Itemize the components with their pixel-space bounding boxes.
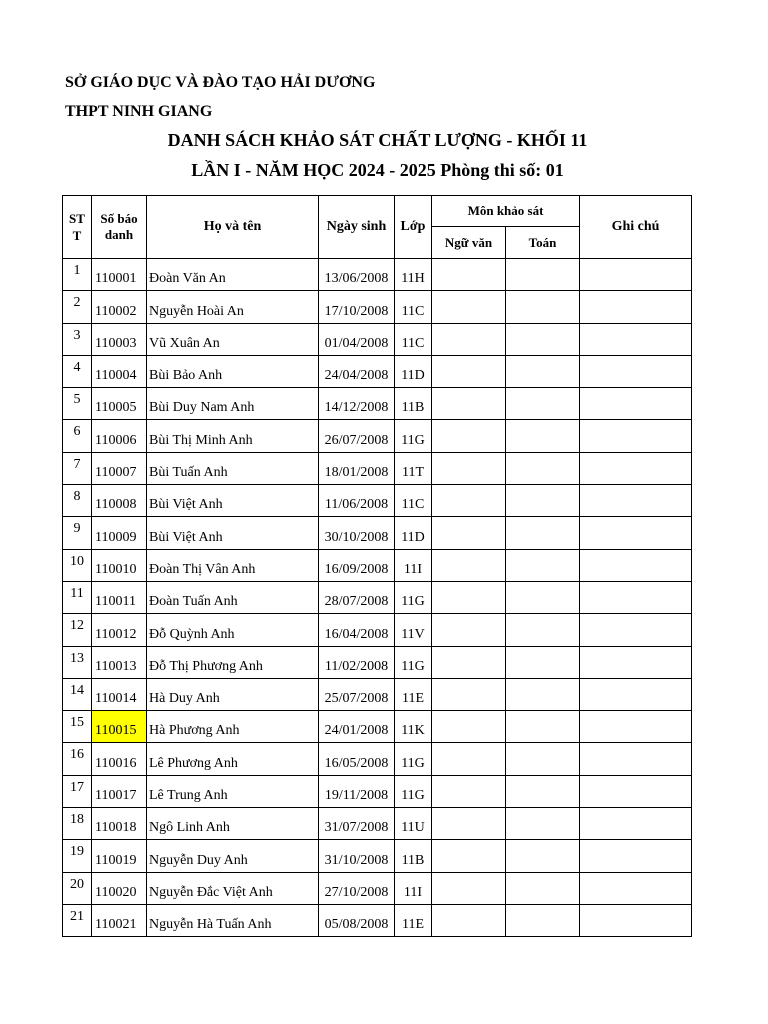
row-student-name: Đoàn Tuấn Anh (147, 581, 319, 613)
row-student-name: Đoàn Văn An (147, 259, 319, 291)
row-stt: 14 (63, 678, 92, 710)
row-note (580, 711, 692, 743)
row-stt: 1 (63, 259, 92, 291)
row-score-literature (432, 581, 506, 613)
row-student-name: Lê Trung Anh (147, 775, 319, 807)
row-birthdate: 16/05/2008 (319, 743, 395, 775)
row-score-math (506, 388, 580, 420)
row-score-math (506, 259, 580, 291)
row-stt: 3 (63, 323, 92, 355)
row-class: 11U (395, 808, 432, 840)
row-student-name: Lê Phương Anh (147, 743, 319, 775)
row-score-literature (432, 485, 506, 517)
table-row (63, 420, 692, 452)
row-exam-number: 110021 (92, 904, 147, 936)
row-exam-number: 110016 (92, 743, 147, 775)
row-student-name: Nguyễn Hoài An (147, 291, 319, 323)
department-name: SỞ GIÁO DỤC VÀ ĐÀO TẠO HẢI DƯƠNG (65, 74, 376, 91)
row-score-math (506, 517, 580, 549)
row-student-name: Đỗ Thị Phương Anh (147, 646, 319, 678)
row-birthdate: 31/07/2008 (319, 808, 395, 840)
row-score-math (506, 646, 580, 678)
row-class: 11E (395, 678, 432, 710)
row-class: 11C (395, 485, 432, 517)
header-sbd: Số báo danh (92, 196, 147, 259)
table-row (63, 291, 692, 323)
row-birthdate: 16/09/2008 (319, 549, 395, 581)
row-stt: 17 (63, 775, 92, 807)
row-score-literature (432, 775, 506, 807)
row-score-literature (432, 388, 506, 420)
row-note (580, 485, 692, 517)
row-score-math (506, 549, 580, 581)
row-exam-number: 110009 (92, 517, 147, 549)
row-student-name: Đoàn Thị Vân Anh (147, 549, 319, 581)
row-class: 11I (395, 872, 432, 904)
row-student-name: Bùi Duy Nam Anh (147, 388, 319, 420)
row-exam-number: 110010 (92, 549, 147, 581)
header-subject-literature: Ngữ văn (432, 227, 506, 259)
header-subject-math: Toán (506, 227, 580, 259)
table-row (63, 323, 692, 355)
row-score-math (506, 840, 580, 872)
row-exam-number: 110002 (92, 291, 147, 323)
row-note (580, 549, 692, 581)
row-score-math (506, 808, 580, 840)
row-class: 11V (395, 614, 432, 646)
row-birthdate: 11/06/2008 (319, 485, 395, 517)
row-birthdate: 26/07/2008 (319, 420, 395, 452)
row-student-name: Bùi Tuấn Anh (147, 452, 319, 484)
row-score-literature (432, 904, 506, 936)
table-row (63, 775, 692, 807)
row-student-name: Hà Phương Anh (147, 711, 319, 743)
row-exam-number: 110004 (92, 355, 147, 387)
row-student-name: Nguyễn Hà Tuấn Anh (147, 904, 319, 936)
row-class: 11C (395, 323, 432, 355)
row-class: 11C (395, 291, 432, 323)
row-exam-number: 110011 (92, 581, 147, 613)
row-note (580, 678, 692, 710)
row-note (580, 517, 692, 549)
table-row (63, 259, 692, 291)
row-class: 11G (395, 743, 432, 775)
row-note (580, 291, 692, 323)
row-score-math (506, 323, 580, 355)
row-score-math (506, 581, 580, 613)
row-note (580, 388, 692, 420)
table-row (63, 743, 692, 775)
row-class: 11K (395, 711, 432, 743)
row-stt: 15 (63, 711, 92, 743)
row-score-literature (432, 743, 506, 775)
school-name: THPT NINH GIANG (65, 103, 213, 120)
row-exam-number: 110017 (92, 775, 147, 807)
row-stt: 6 (63, 420, 92, 452)
row-birthdate: 16/04/2008 (319, 614, 395, 646)
row-score-literature (432, 614, 506, 646)
row-birthdate: 30/10/2008 (319, 517, 395, 549)
row-birthdate: 18/01/2008 (319, 452, 395, 484)
row-note (580, 743, 692, 775)
row-class: 11E (395, 904, 432, 936)
row-stt: 8 (63, 485, 92, 517)
row-score-literature (432, 517, 506, 549)
header-stt: ST T (63, 196, 92, 259)
row-score-math (506, 485, 580, 517)
table-row (63, 840, 692, 872)
row-stt: 20 (63, 872, 92, 904)
row-exam-number: 110003 (92, 323, 147, 355)
row-stt: 12 (63, 614, 92, 646)
row-student-name: Ngô Linh Anh (147, 808, 319, 840)
row-note (580, 840, 692, 872)
row-birthdate: 13/06/2008 (319, 259, 395, 291)
row-score-literature (432, 840, 506, 872)
row-exam-number: 110005 (92, 388, 147, 420)
row-exam-number: 110007 (92, 452, 147, 484)
row-score-literature (432, 259, 506, 291)
row-stt: 9 (63, 517, 92, 549)
row-score-literature (432, 452, 506, 484)
row-birthdate: 11/02/2008 (319, 646, 395, 678)
row-score-math (506, 355, 580, 387)
row-score-literature (432, 872, 506, 904)
row-stt: 10 (63, 549, 92, 581)
row-class: 11H (395, 259, 432, 291)
table-body (63, 259, 692, 937)
row-stt: 19 (63, 840, 92, 872)
table-row (63, 485, 692, 517)
row-score-literature (432, 323, 506, 355)
row-stt: 21 (63, 904, 92, 936)
row-class: 11T (395, 452, 432, 484)
row-class: 11G (395, 581, 432, 613)
row-student-name: Bùi Thị Minh Anh (147, 420, 319, 452)
row-class: 11G (395, 775, 432, 807)
row-note (580, 646, 692, 678)
row-stt: 18 (63, 808, 92, 840)
row-note (580, 259, 692, 291)
table-row (63, 581, 692, 613)
row-birthdate: 17/10/2008 (319, 291, 395, 323)
row-score-literature (432, 549, 506, 581)
student-list-table (62, 195, 692, 937)
row-student-name: Bùi Bảo Anh (147, 355, 319, 387)
row-exam-number: 110013 (92, 646, 147, 678)
row-score-math (506, 872, 580, 904)
header-dob: Ngày sinh (319, 196, 395, 259)
row-class: 11B (395, 388, 432, 420)
row-score-math (506, 904, 580, 936)
row-note (580, 323, 692, 355)
row-class: 11B (395, 840, 432, 872)
row-exam-number: 110012 (92, 614, 147, 646)
row-score-math (506, 614, 580, 646)
row-exam-number: 110006 (92, 420, 147, 452)
row-student-name: Hà Duy Anh (147, 678, 319, 710)
row-student-name: Vũ Xuân An (147, 323, 319, 355)
row-exam-number: 110014 (92, 678, 147, 710)
row-class: 11G (395, 646, 432, 678)
row-score-math (506, 711, 580, 743)
row-score-literature (432, 646, 506, 678)
row-birthdate: 28/07/2008 (319, 581, 395, 613)
row-birthdate: 19/11/2008 (319, 775, 395, 807)
table-row (63, 711, 692, 743)
table-row (63, 517, 692, 549)
header-subjects-group: Môn khảo sát (432, 196, 580, 227)
row-note (580, 904, 692, 936)
row-score-math (506, 775, 580, 807)
row-student-name: Bùi Việt Anh (147, 517, 319, 549)
row-note (580, 355, 692, 387)
table-row (63, 549, 692, 581)
row-score-literature (432, 808, 506, 840)
header-name: Họ và tên (147, 196, 319, 259)
row-score-literature (432, 711, 506, 743)
row-exam-number: 110018 (92, 808, 147, 840)
table-row (63, 388, 692, 420)
row-score-math (506, 452, 580, 484)
table-row (63, 614, 692, 646)
table-row (63, 904, 692, 936)
row-birthdate: 14/12/2008 (319, 388, 395, 420)
row-class: 11D (395, 355, 432, 387)
row-note (580, 872, 692, 904)
row-birthdate: 01/04/2008 (319, 323, 395, 355)
row-score-literature (432, 678, 506, 710)
row-stt: 13 (63, 646, 92, 678)
row-score-literature (432, 355, 506, 387)
table-row (63, 355, 692, 387)
row-stt: 5 (63, 388, 92, 420)
row-note (580, 614, 692, 646)
table-row (63, 646, 692, 678)
row-score-math (506, 743, 580, 775)
row-note (580, 452, 692, 484)
row-score-math (506, 291, 580, 323)
table-row (63, 872, 692, 904)
row-stt: 11 (63, 581, 92, 613)
row-score-math (506, 420, 580, 452)
row-stt: 7 (63, 452, 92, 484)
row-score-math (506, 678, 580, 710)
header-class: Lớp (395, 196, 432, 259)
row-stt: 4 (63, 355, 92, 387)
row-birthdate: 25/07/2008 (319, 678, 395, 710)
row-stt: 2 (63, 291, 92, 323)
row-note (580, 808, 692, 840)
row-birthdate: 31/10/2008 (319, 840, 395, 872)
row-birthdate: 05/08/2008 (319, 904, 395, 936)
row-note (580, 581, 692, 613)
row-student-name: Bùi Việt Anh (147, 485, 319, 517)
table-row (63, 808, 692, 840)
row-note (580, 775, 692, 807)
table-row (63, 678, 692, 710)
row-stt: 16 (63, 743, 92, 775)
row-birthdate: 24/04/2008 (319, 355, 395, 387)
row-exam-number: 110019 (92, 840, 147, 872)
row-exam-number: 110020 (92, 872, 147, 904)
row-score-literature (432, 420, 506, 452)
row-note (580, 420, 692, 452)
document-title: DANH SÁCH KHẢO SÁT CHẤT LƯỢNG - KHỐI 11 (167, 130, 588, 150)
document-subtitle: LẦN I - NĂM HỌC 2024 - 2025 Phòng thi số: 01 (191, 160, 564, 180)
row-class: 11D (395, 517, 432, 549)
row-birthdate: 27/10/2008 (319, 872, 395, 904)
row-exam-number: 110001 (92, 259, 147, 291)
row-student-name: Nguyễn Đắc Việt Anh (147, 872, 319, 904)
row-exam-number: 110008 (92, 485, 147, 517)
table-row (63, 452, 692, 484)
row-birthdate: 24/01/2008 (319, 711, 395, 743)
row-student-name: Nguyễn Duy Anh (147, 840, 319, 872)
row-exam-number: 110015 (92, 711, 147, 743)
row-score-literature (432, 291, 506, 323)
row-class: 11G (395, 420, 432, 452)
header-note: Ghi chú (580, 196, 692, 259)
row-class: 11I (395, 549, 432, 581)
row-student-name: Đỗ Quỳnh Anh (147, 614, 319, 646)
